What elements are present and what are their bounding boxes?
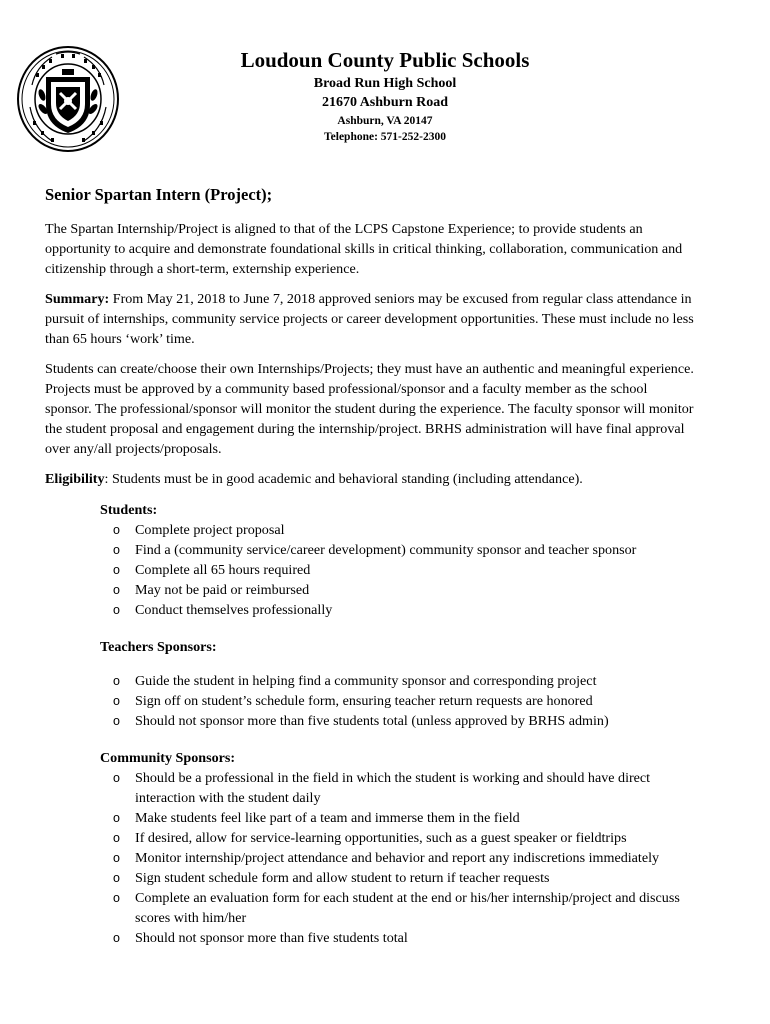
district-name: Loudoun County Public Schools	[240, 48, 530, 72]
list-item-text: Make students feel like part of a team and immerse them in the field	[135, 810, 520, 826]
street-address: 21670 Ashburn Road	[321, 95, 449, 110]
students-list	[100, 520, 695, 620]
list-item	[100, 928, 695, 948]
bullet-icon: o	[113, 563, 120, 577]
summary-paragraph	[45, 289, 695, 349]
list-item-text: Should be a professional in the field in which the student is working and should have direct interaction with the student daily	[135, 770, 651, 806]
bullet-icon: o	[113, 583, 120, 597]
list-item	[100, 600, 695, 620]
bullet-icon: o	[113, 694, 120, 708]
bullet-icon: o	[113, 771, 120, 785]
list-item-text: Should not sponsor more than five students total (unless approved by BRHS admin)	[135, 713, 609, 729]
bullet-icon: o	[113, 674, 120, 688]
list-item-text: Sign student schedule form and allow student to return if teacher requests	[135, 870, 550, 886]
eligibility-paragraph	[45, 469, 695, 489]
list-item	[100, 520, 695, 540]
bullet-icon: o	[113, 891, 120, 905]
students-section	[100, 500, 695, 620]
summary-text: From May 21, 2018 to June 7, 2018 approved seniors may be excused from regular class attendance in pursuit of internships, community service projects or career development opportunities. These must include no less than 65 hours ‘work’ time.	[45, 291, 694, 347]
teachers-list	[100, 671, 695, 731]
list-item	[100, 808, 695, 828]
eligibility-label: Eligibility	[45, 471, 105, 487]
list-item-text: Conduct themselves professionally	[135, 602, 333, 618]
bullet-icon: o	[113, 931, 120, 945]
list-item-text: Find a (community service/career development) community sponsor and teacher sponsor	[135, 542, 637, 558]
eligibility-text: : Students must be in good academic and behavioral standing (including attendance).	[104, 471, 583, 487]
bullet-icon: o	[113, 871, 120, 885]
list-item	[100, 580, 695, 600]
document-title: Senior Spartan Intern (Project);	[45, 185, 273, 204]
document-body	[45, 184, 695, 948]
list-item	[100, 868, 695, 888]
community-heading: Community Sponsors:	[100, 750, 236, 766]
school-name: Broad Run High School	[313, 76, 457, 91]
intro-paragraph: The Spartan Internship/Project is aligned to that of the LCPS Capstone Experience; to provide students an opportunity to acquire and demonstrate foundational skills in critical thinking, collaboration, communication and citizenship through a short-term, externship experience.	[45, 221, 683, 277]
list-item	[100, 711, 695, 731]
list-item	[100, 768, 695, 808]
teachers-heading: Teachers Sponsors:	[100, 639, 217, 655]
list-item	[100, 671, 695, 691]
list-item-text: Complete an evaluation form for each student at the end or his/her internship/project and discuss scores with him/her	[135, 890, 680, 926]
list-item-text: Complete all 65 hours required	[135, 562, 311, 578]
community-section	[100, 748, 695, 948]
bullet-icon: o	[113, 831, 120, 845]
list-item	[100, 691, 695, 711]
list-item-text: Should not sponsor more than five students total	[135, 930, 408, 946]
bullet-icon: o	[113, 603, 120, 617]
bullet-icon: o	[113, 851, 120, 865]
teachers-section	[100, 637, 695, 731]
students-heading: Students:	[100, 502, 158, 518]
community-list	[100, 768, 695, 948]
bullet-icon: o	[113, 811, 120, 825]
list-item-text: May not be paid or reimbursed	[135, 582, 310, 598]
list-item-text: Sign off on student’s schedule form, ensuring teacher return requests are honored	[135, 693, 593, 709]
list-item-text: Guide the student in helping find a community sponsor and corresponding project	[135, 673, 597, 689]
list-item	[100, 540, 695, 560]
list-item-text: If desired, allow for service-learning opportunities, such as a guest speaker or fieldtrips	[135, 830, 627, 846]
list-item-text: Complete project proposal	[135, 522, 285, 538]
telephone: Telephone: 571-252-2300	[324, 131, 446, 143]
bullet-icon: o	[113, 543, 120, 557]
bullet-icon: o	[113, 523, 120, 537]
list-item	[100, 888, 695, 928]
list-item	[100, 848, 695, 868]
list-item	[100, 828, 695, 848]
bullet-icon: o	[113, 714, 120, 728]
city-state-zip: Ashburn, VA 20147	[337, 115, 433, 127]
students-paragraph: Students can create/choose their own Internships/Projects; they must have an authentic and meaningful experience. Projects must be approved by a community based professional/sponsor and a faculty member as the school sponsor. The professional/sponsor will monitor the student during the experience. The faculty sponsor will monitor the student proposal and engagement during the internship/project. BRHS administration will have final approval over any/all projects/proposals.	[45, 361, 694, 457]
letterhead	[200, 46, 570, 145]
list-item	[100, 560, 695, 580]
school-seal-icon	[16, 45, 120, 153]
list-item-text: Monitor internship/project attendance and behavior and report any indiscretions immediately	[135, 850, 660, 866]
summary-label: Summary:	[45, 291, 110, 307]
